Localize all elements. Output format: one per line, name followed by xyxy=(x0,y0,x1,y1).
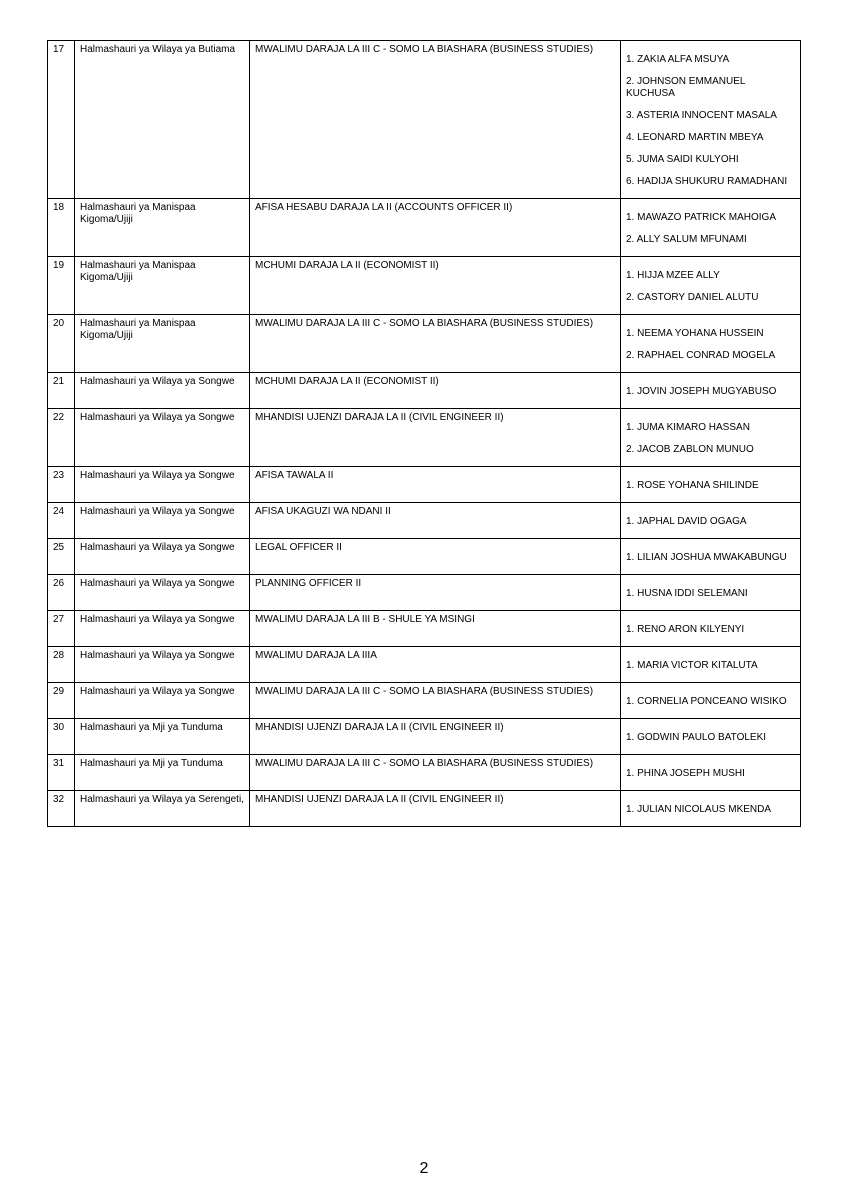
table-row xyxy=(48,467,801,503)
candidates-cell xyxy=(621,409,801,467)
candidates-cell xyxy=(621,719,801,755)
candidate-name: 5. JUMA SAIDI KULYOHI xyxy=(626,154,739,165)
council-cell: Halmashauri ya Wilaya ya Serengeti, xyxy=(75,791,250,827)
council-cell: Halmashauri ya Wilaya ya Butiama xyxy=(75,41,250,199)
position-cell: MWALIMU DARAJA LA III C - SOMO LA BIASHARA (BUSINESS STUDIES) xyxy=(250,315,621,373)
row-number-cell: 24 xyxy=(48,503,75,539)
candidates-cell xyxy=(621,467,801,503)
position-cell: MCHUMI DARAJA LA II (ECONOMIST II) xyxy=(250,257,621,315)
row-number-cell: 17 xyxy=(48,41,75,199)
candidate-name: 1. JUMA KIMARO HASSAN xyxy=(626,422,750,433)
candidates-cell xyxy=(621,647,801,683)
position-cell: MWALIMU DARAJA LA III C - SOMO LA BIASHARA (BUSINESS STUDIES) xyxy=(250,41,621,199)
table-row xyxy=(48,719,801,755)
table-row xyxy=(48,41,801,199)
candidates-cell xyxy=(621,503,801,539)
candidate-name: 2. RAPHAEL CONRAD MOGELA xyxy=(626,350,776,361)
row-number-cell: 25 xyxy=(48,539,75,575)
candidates-cell xyxy=(621,315,801,373)
candidate-name: 1. RENO ARON KILYENYI xyxy=(626,624,745,635)
table-row xyxy=(48,257,801,315)
candidates-cell xyxy=(621,373,801,409)
candidate-name: 1. HUSNA IDDI SELEMANI xyxy=(626,588,748,599)
candidates-cell xyxy=(621,41,801,199)
position-cell: MWALIMU DARAJA LA III C - SOMO LA BIASHARA (BUSINESS STUDIES) xyxy=(250,683,621,719)
row-number-cell: 20 xyxy=(48,315,75,373)
position-cell: PLANNING OFFICER II xyxy=(250,575,621,611)
council-cell: Halmashauri ya Manispaa Kigoma/Ujiji xyxy=(75,199,250,257)
row-number-cell: 27 xyxy=(48,611,75,647)
council-cell: Halmashauri ya Wilaya ya Songwe xyxy=(75,467,250,503)
candidate-name: 1. MAWAZO PATRICK MAHOIGA xyxy=(626,212,777,223)
position-cell: AFISA UKAGUZI WA NDANI II xyxy=(250,503,621,539)
candidate-name: 1. CORNELIA PONCEANO WISIKO xyxy=(626,696,787,707)
table-row xyxy=(48,503,801,539)
table-row xyxy=(48,611,801,647)
table-row xyxy=(48,755,801,791)
candidate-name: 1. JULIAN NICOLAUS MKENDA xyxy=(626,804,772,815)
position-cell: LEGAL OFFICER II xyxy=(250,539,621,575)
council-cell: Halmashauri ya Manispaa Kigoma/Ujiji xyxy=(75,315,250,373)
position-cell: MWALIMU DARAJA LA IIIA xyxy=(250,647,621,683)
row-number-cell: 30 xyxy=(48,719,75,755)
row-number-cell: 21 xyxy=(48,373,75,409)
position-cell: MHANDISI UJENZI DARAJA LA II (CIVIL ENGINEER II) xyxy=(250,719,621,755)
table-body xyxy=(48,41,801,827)
candidates-cell xyxy=(621,539,801,575)
table-row xyxy=(48,315,801,373)
candidate-name: 2. CASTORY DANIEL ALUTU xyxy=(626,292,759,303)
candidate-name: 3. ASTERIA INNOCENT MASALA xyxy=(626,110,777,121)
appointments-table xyxy=(47,40,801,827)
candidate-name: 4. LEONARD MARTIN MBEYA xyxy=(626,132,764,143)
candidates-cell xyxy=(621,791,801,827)
row-number-cell: 28 xyxy=(48,647,75,683)
candidate-name: 2. ALLY SALUM MFUNAMI xyxy=(626,234,747,245)
position-cell: MHANDISI UJENZI DARAJA LA II (CIVIL ENGINEER II) xyxy=(250,791,621,827)
table-row xyxy=(48,539,801,575)
candidate-name: 1. MARIA VICTOR KITALUTA xyxy=(626,660,758,671)
row-number-cell: 18 xyxy=(48,199,75,257)
candidate-name: 1. PHINA JOSEPH MUSHI xyxy=(626,768,745,779)
table-row xyxy=(48,373,801,409)
row-number-cell: 22 xyxy=(48,409,75,467)
candidates-cell xyxy=(621,611,801,647)
candidate-name: 1. LILIAN JOSHUA MWAKABUNGU xyxy=(626,552,787,563)
row-number-cell: 26 xyxy=(48,575,75,611)
position-cell: MHANDISI UJENZI DARAJA LA II (CIVIL ENGINEER II) xyxy=(250,409,621,467)
row-number-cell: 31 xyxy=(48,755,75,791)
council-cell: Halmashauri ya Wilaya ya Songwe xyxy=(75,503,250,539)
row-number-cell: 29 xyxy=(48,683,75,719)
council-cell: Halmashauri ya Wilaya ya Songwe xyxy=(75,409,250,467)
council-cell: Halmashauri ya Wilaya ya Songwe xyxy=(75,611,250,647)
candidate-name: 1. ROSE YOHANA SHILINDE xyxy=(626,480,759,491)
council-cell: Halmashauri ya Wilaya ya Songwe xyxy=(75,683,250,719)
council-cell: Halmashauri ya Mji ya Tunduma xyxy=(75,719,250,755)
council-cell: Halmashauri ya Mji ya Tunduma xyxy=(75,755,250,791)
candidates-cell xyxy=(621,755,801,791)
position-cell: MCHUMI DARAJA LA II (ECONOMIST II) xyxy=(250,373,621,409)
table-row xyxy=(48,409,801,467)
candidates-cell xyxy=(621,683,801,719)
council-cell: Halmashauri ya Wilaya ya Songwe xyxy=(75,647,250,683)
table-row xyxy=(48,791,801,827)
table-row xyxy=(48,647,801,683)
row-number-cell: 19 xyxy=(48,257,75,315)
table-row xyxy=(48,199,801,257)
candidate-name: 2. JOHNSON EMMANUEL KUCHUSA xyxy=(626,76,746,99)
page-number: 2 xyxy=(419,1160,429,1177)
position-cell: MWALIMU DARAJA LA III C - SOMO LA BIASHARA (BUSINESS STUDIES) xyxy=(250,755,621,791)
position-cell: AFISA HESABU DARAJA LA II (ACCOUNTS OFFICER II) xyxy=(250,199,621,257)
candidate-name: 1. GODWIN PAULO BATOLEKI xyxy=(626,732,767,743)
council-cell: Halmashauri ya Wilaya ya Songwe xyxy=(75,539,250,575)
council-cell: Halmashauri ya Wilaya ya Songwe xyxy=(75,575,250,611)
position-cell: MWALIMU DARAJA LA III B - SHULE YA MSINGI xyxy=(250,611,621,647)
row-number-cell: 32 xyxy=(48,791,75,827)
candidate-name: 6. HADIJA SHUKURU RAMADHANI xyxy=(626,176,788,187)
candidate-name: 1. JAPHAL DAVID OGAGA xyxy=(626,516,747,527)
candidate-name: 1. ZAKIA ALFA MSUYA xyxy=(626,54,730,65)
table-row xyxy=(48,683,801,719)
table-row xyxy=(48,575,801,611)
candidates-cell xyxy=(621,199,801,257)
position-cell: AFISA TAWALA II xyxy=(250,467,621,503)
row-number-cell: 23 xyxy=(48,467,75,503)
candidate-name: 1. HIJJA MZEE ALLY xyxy=(626,270,720,281)
council-cell: Halmashauri ya Wilaya ya Songwe xyxy=(75,373,250,409)
candidate-name: 1. NEEMA YOHANA HUSSEIN xyxy=(626,328,764,339)
candidate-name: 1. JOVIN JOSEPH MUGYABUSO xyxy=(626,386,777,397)
candidates-cell xyxy=(621,575,801,611)
candidates-cell xyxy=(621,257,801,315)
candidate-name: 2. JACOB ZABLON MUNUO xyxy=(626,444,754,455)
council-cell: Halmashauri ya Manispaa Kigoma/Ujiji xyxy=(75,257,250,315)
